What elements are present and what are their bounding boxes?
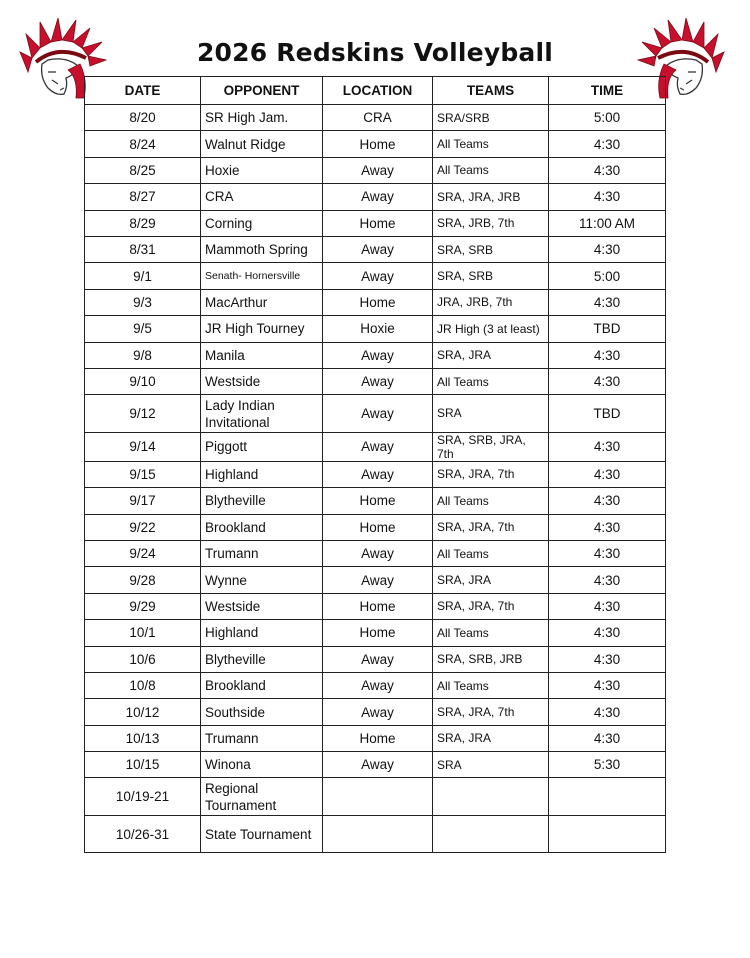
cell-time: 5:30 <box>549 752 666 778</box>
table-row <box>85 395 666 433</box>
cell-opponent: Lady Indian Invitational <box>201 395 323 433</box>
cell-teams: All Teams <box>433 620 549 646</box>
cell-date: 9/5 <box>85 316 201 342</box>
cell-location: Home <box>323 210 433 236</box>
cell-teams: SRA <box>433 752 549 778</box>
header-opponent: OPPONENT <box>201 77 323 105</box>
cell-teams: SRA, JRA <box>433 567 549 593</box>
cell-opponent: CRA <box>201 184 323 210</box>
table-row <box>85 646 666 672</box>
cell-date: 10/12 <box>85 699 201 725</box>
cell-location: Away <box>323 368 433 394</box>
cell-time: 4:30 <box>549 699 666 725</box>
cell-time: 4:30 <box>549 488 666 514</box>
cell-teams: All Teams <box>433 157 549 183</box>
cell-time <box>549 778 666 816</box>
cell-date: 9/12 <box>85 395 201 433</box>
cell-opponent: SR High Jam. <box>201 105 323 131</box>
cell-teams: SRA, SRB <box>433 263 549 289</box>
cell-date: 8/20 <box>85 105 201 131</box>
table-row <box>85 105 666 131</box>
table-row <box>85 514 666 540</box>
cell-time: 4:30 <box>549 593 666 619</box>
cell-time: 4:30 <box>549 157 666 183</box>
header-teams: TEAMS <box>433 77 549 105</box>
cell-opponent: Regional Tournament <box>201 778 323 816</box>
cell-time: 11:00 AM <box>549 210 666 236</box>
cell-time: 4:30 <box>549 184 666 210</box>
cell-teams: JR High (3 at least) <box>433 316 549 342</box>
cell-opponent: Senath- Hornersville <box>201 263 323 289</box>
cell-time: 4:30 <box>549 461 666 487</box>
cell-teams: All Teams <box>433 368 549 394</box>
cell-teams: SRA <box>433 395 549 433</box>
cell-date: 8/31 <box>85 236 201 262</box>
cell-teams: SRA, JRA, 7th <box>433 699 549 725</box>
header-date: DATE <box>85 77 201 105</box>
cell-date: 9/29 <box>85 593 201 619</box>
page-title: 2026 Redskins Volleyball <box>196 38 554 67</box>
cell-location: Away <box>323 184 433 210</box>
table-row <box>85 263 666 289</box>
cell-date: 9/17 <box>85 488 201 514</box>
cell-time: 5:00 <box>549 263 666 289</box>
table-row <box>85 815 666 853</box>
table-row <box>85 567 666 593</box>
cell-location: Away <box>323 672 433 698</box>
cell-time: 4:30 <box>549 672 666 698</box>
cell-opponent: Trumann <box>201 725 323 751</box>
cell-time: TBD <box>549 395 666 433</box>
cell-time: 4:30 <box>549 725 666 751</box>
table-row <box>85 342 666 368</box>
header-location: LOCATION <box>323 77 433 105</box>
table-row <box>85 488 666 514</box>
cell-date: 10/13 <box>85 725 201 751</box>
table-row <box>85 725 666 751</box>
table-row <box>85 778 666 816</box>
cell-location: Home <box>323 488 433 514</box>
cell-opponent: Southside <box>201 699 323 725</box>
cell-date: 9/14 <box>85 432 201 461</box>
table-row <box>85 699 666 725</box>
cell-time: 5:00 <box>549 105 666 131</box>
cell-time <box>549 815 666 853</box>
cell-date: 8/24 <box>85 131 201 157</box>
cell-opponent: Piggott <box>201 432 323 461</box>
table-row <box>85 461 666 487</box>
cell-time: 4:30 <box>549 289 666 315</box>
cell-location: Away <box>323 646 433 672</box>
cell-location: Hoxie <box>323 316 433 342</box>
cell-date: 9/15 <box>85 461 201 487</box>
cell-opponent: State Tournament <box>201 815 323 853</box>
cell-teams: SRA, JRB, 7th <box>433 210 549 236</box>
cell-location: Away <box>323 236 433 262</box>
cell-location: Away <box>323 342 433 368</box>
cell-time: 4:30 <box>549 342 666 368</box>
cell-teams: SRA, JRA, JRB <box>433 184 549 210</box>
cell-opponent: Winona <box>201 752 323 778</box>
cell-opponent: Highland <box>201 461 323 487</box>
cell-date: 10/19-21 <box>85 778 201 816</box>
cell-date: 9/22 <box>85 514 201 540</box>
cell-location: Home <box>323 514 433 540</box>
cell-location: Away <box>323 567 433 593</box>
cell-time: 4:30 <box>549 432 666 461</box>
cell-opponent: Brookland <box>201 514 323 540</box>
cell-time: 4:30 <box>549 131 666 157</box>
cell-date: 10/8 <box>85 672 201 698</box>
cell-date: 10/6 <box>85 646 201 672</box>
cell-teams: All Teams <box>433 540 549 566</box>
cell-date: 9/8 <box>85 342 201 368</box>
cell-teams: SRA, JRA, 7th <box>433 593 549 619</box>
cell-time: TBD <box>549 316 666 342</box>
cell-date: 9/1 <box>85 263 201 289</box>
cell-teams: All Teams <box>433 488 549 514</box>
cell-date: 9/24 <box>85 540 201 566</box>
cell-opponent: JR High Tourney <box>201 316 323 342</box>
cell-opponent: Blytheville <box>201 646 323 672</box>
cell-date: 10/1 <box>85 620 201 646</box>
cell-time: 4:30 <box>549 514 666 540</box>
cell-location: Home <box>323 289 433 315</box>
cell-opponent: Westside <box>201 593 323 619</box>
cell-location: Away <box>323 432 433 461</box>
table-row <box>85 184 666 210</box>
table-row <box>85 131 666 157</box>
cell-teams: SRA, SRB <box>433 236 549 262</box>
cell-opponent: Blytheville <box>201 488 323 514</box>
cell-date: 9/28 <box>85 567 201 593</box>
cell-opponent: Brookland <box>201 672 323 698</box>
cell-opponent: Mammoth Spring <box>201 236 323 262</box>
cell-date: 8/29 <box>85 210 201 236</box>
cell-location: Away <box>323 157 433 183</box>
cell-location: Away <box>323 540 433 566</box>
cell-location: Home <box>323 620 433 646</box>
table-row <box>85 620 666 646</box>
cell-teams <box>433 815 549 853</box>
cell-time: 4:30 <box>549 368 666 394</box>
cell-location: Home <box>323 593 433 619</box>
table-row <box>85 540 666 566</box>
cell-date: 10/26-31 <box>85 815 201 853</box>
cell-opponent: MacArthur <box>201 289 323 315</box>
cell-location: Away <box>323 461 433 487</box>
cell-teams: All Teams <box>433 672 549 698</box>
cell-opponent: Manila <box>201 342 323 368</box>
cell-opponent: Wynne <box>201 567 323 593</box>
cell-location: Away <box>323 752 433 778</box>
cell-location: Home <box>323 131 433 157</box>
table-row <box>85 236 666 262</box>
header-time: TIME <box>549 77 666 105</box>
cell-location: Away <box>323 263 433 289</box>
cell-teams: SRA, JRA <box>433 342 549 368</box>
cell-location: Away <box>323 699 433 725</box>
cell-location: Away <box>323 395 433 433</box>
cell-location <box>323 778 433 816</box>
cell-location: Home <box>323 725 433 751</box>
table-row <box>85 316 666 342</box>
cell-date: 9/10 <box>85 368 201 394</box>
cell-opponent: Westside <box>201 368 323 394</box>
cell-opponent: Hoxie <box>201 157 323 183</box>
cell-opponent: Corning <box>201 210 323 236</box>
header-row <box>85 77 666 105</box>
cell-time: 4:30 <box>549 646 666 672</box>
cell-opponent: Highland <box>201 620 323 646</box>
table-row <box>85 432 666 461</box>
cell-teams: SRA, JRA, 7th <box>433 514 549 540</box>
cell-date: 10/15 <box>85 752 201 778</box>
cell-location <box>323 815 433 853</box>
cell-time: 4:30 <box>549 567 666 593</box>
cell-time: 4:30 <box>549 620 666 646</box>
cell-time: 4:30 <box>549 236 666 262</box>
cell-opponent: Walnut Ridge <box>201 131 323 157</box>
table-row <box>85 210 666 236</box>
cell-teams: SRA, SRB, JRA, 7th <box>433 432 549 461</box>
cell-date: 9/3 <box>85 289 201 315</box>
table-row <box>85 157 666 183</box>
table-row <box>85 593 666 619</box>
cell-teams: SRA, JRA <box>433 725 549 751</box>
table-row <box>85 672 666 698</box>
cell-teams <box>433 778 549 816</box>
table-row <box>85 289 666 315</box>
cell-date: 8/27 <box>85 184 201 210</box>
cell-teams: All Teams <box>433 131 549 157</box>
cell-date: 8/25 <box>85 157 201 183</box>
cell-teams: JRA, JRB, 7th <box>433 289 549 315</box>
schedule-table <box>84 76 666 853</box>
cell-teams: SRA, SRB, JRB <box>433 646 549 672</box>
table-row <box>85 368 666 394</box>
cell-opponent: Trumann <box>201 540 323 566</box>
table-row <box>85 752 666 778</box>
cell-teams: SRA, JRA, 7th <box>433 461 549 487</box>
cell-teams: SRA/SRB <box>433 105 549 131</box>
cell-location: CRA <box>323 105 433 131</box>
cell-time: 4:30 <box>549 540 666 566</box>
